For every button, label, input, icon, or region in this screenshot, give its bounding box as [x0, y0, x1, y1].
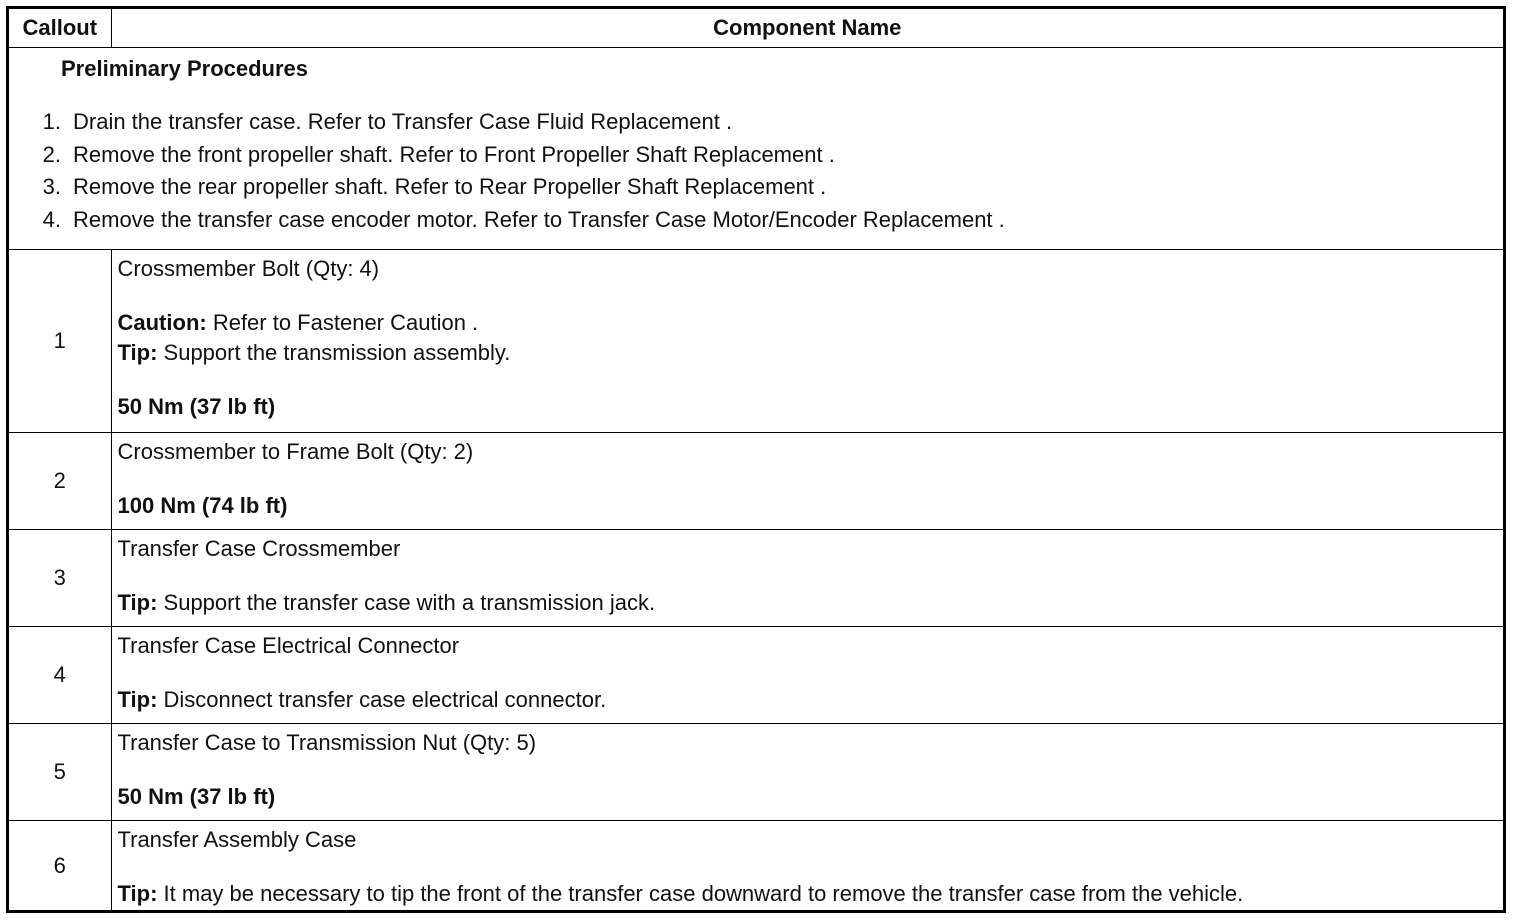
- step-item: [9, 171, 1503, 204]
- component-name: Transfer Case Electrical Connector: [117, 633, 460, 658]
- tip-note: [118, 881, 1504, 907]
- tip-label: Tip:: [117, 687, 158, 712]
- preliminary-title: Preliminary Procedures: [61, 56, 309, 81]
- tip-text: Support the transfer case with a transmission jack.: [157, 590, 656, 615]
- component-cell: [111, 433, 1503, 530]
- step-number: 1 .: [9, 106, 61, 139]
- component-cell: [111, 250, 1503, 433]
- component-table: [9, 9, 1503, 911]
- tip-text: Support the transmission assembly.: [157, 340, 511, 365]
- component-cell: [111, 627, 1503, 724]
- tip-note: [118, 590, 1504, 616]
- tip-note: [118, 687, 1504, 713]
- component-name: Crossmember Bolt (Qty: 4): [117, 256, 380, 281]
- callout-header: Callout: [9, 9, 111, 48]
- tip-note: [118, 340, 1504, 366]
- component-table-frame: [6, 6, 1506, 913]
- callout-number: 2: [9, 433, 111, 530]
- table-row: [9, 627, 1503, 724]
- callout-number: 4: [9, 627, 111, 724]
- torque-spec: 100 Nm (74 lb ft): [117, 493, 288, 518]
- tip-label: Tip:: [117, 590, 158, 615]
- callout-number: 1: [9, 250, 111, 433]
- component-name: Transfer Case to Transmission Nut (Qty: 5): [117, 730, 537, 755]
- caution-note: [118, 310, 1504, 336]
- preliminary-procedures: [9, 48, 1503, 250]
- table-row: [9, 821, 1503, 912]
- step-text: Remove the front propeller shaft. Refer to Front Propeller Shaft Replacement .: [73, 141, 835, 167]
- component-name: Crossmember to Frame Bolt (Qty: 2): [117, 439, 474, 464]
- step-text: Remove the rear propeller shaft. Refer to Rear Propeller Shaft Replacement .: [73, 174, 827, 200]
- preliminary-steps: [9, 106, 1503, 236]
- component-name: Transfer Case Crossmember: [117, 536, 401, 561]
- torque-spec: 50 Nm (37 lb ft): [117, 394, 276, 419]
- header-row: [9, 9, 1503, 48]
- component-name: Transfer Assembly Case: [117, 827, 357, 852]
- tip-label: Tip:: [117, 340, 158, 365]
- component-cell: [111, 530, 1503, 627]
- table-row: [9, 250, 1503, 433]
- component-cell: [111, 821, 1503, 912]
- step-number: 4 .: [9, 204, 61, 237]
- tip-text: Disconnect transfer case electrical connector.: [157, 687, 607, 712]
- component-name-header: Component Name: [111, 9, 1503, 48]
- callout-number: 6: [9, 821, 111, 912]
- component-cell: [111, 724, 1503, 821]
- step-item: [9, 139, 1503, 172]
- step-item: [9, 204, 1503, 237]
- step-number: 2 .: [9, 139, 61, 172]
- callout-number: 3: [9, 530, 111, 627]
- table-row: [9, 530, 1503, 627]
- table-row: [9, 724, 1503, 821]
- step-text: Drain the transfer case. Refer to Transfer Case Fluid Replacement .: [73, 109, 733, 134]
- table-row: [9, 433, 1503, 530]
- step-number: 3 .: [9, 171, 61, 204]
- step-text: Remove the transfer case encoder motor. Refer to Transfer Case Motor/Encoder Replacement .: [73, 206, 1005, 232]
- callout-number: 5: [9, 724, 111, 821]
- tip-text: It may be necessary to tip the front of the transfer case downward to remove the transfer case from the vehicle.: [157, 881, 1244, 906]
- tip-label: Tip:: [117, 881, 158, 906]
- caution-text: Refer to Fastener Caution .: [206, 310, 479, 335]
- step-item: [9, 106, 1503, 139]
- torque-spec: 50 Nm (37 lb ft): [117, 784, 276, 809]
- caution-label: Caution:: [117, 310, 207, 335]
- preliminary-row: [9, 48, 1503, 250]
